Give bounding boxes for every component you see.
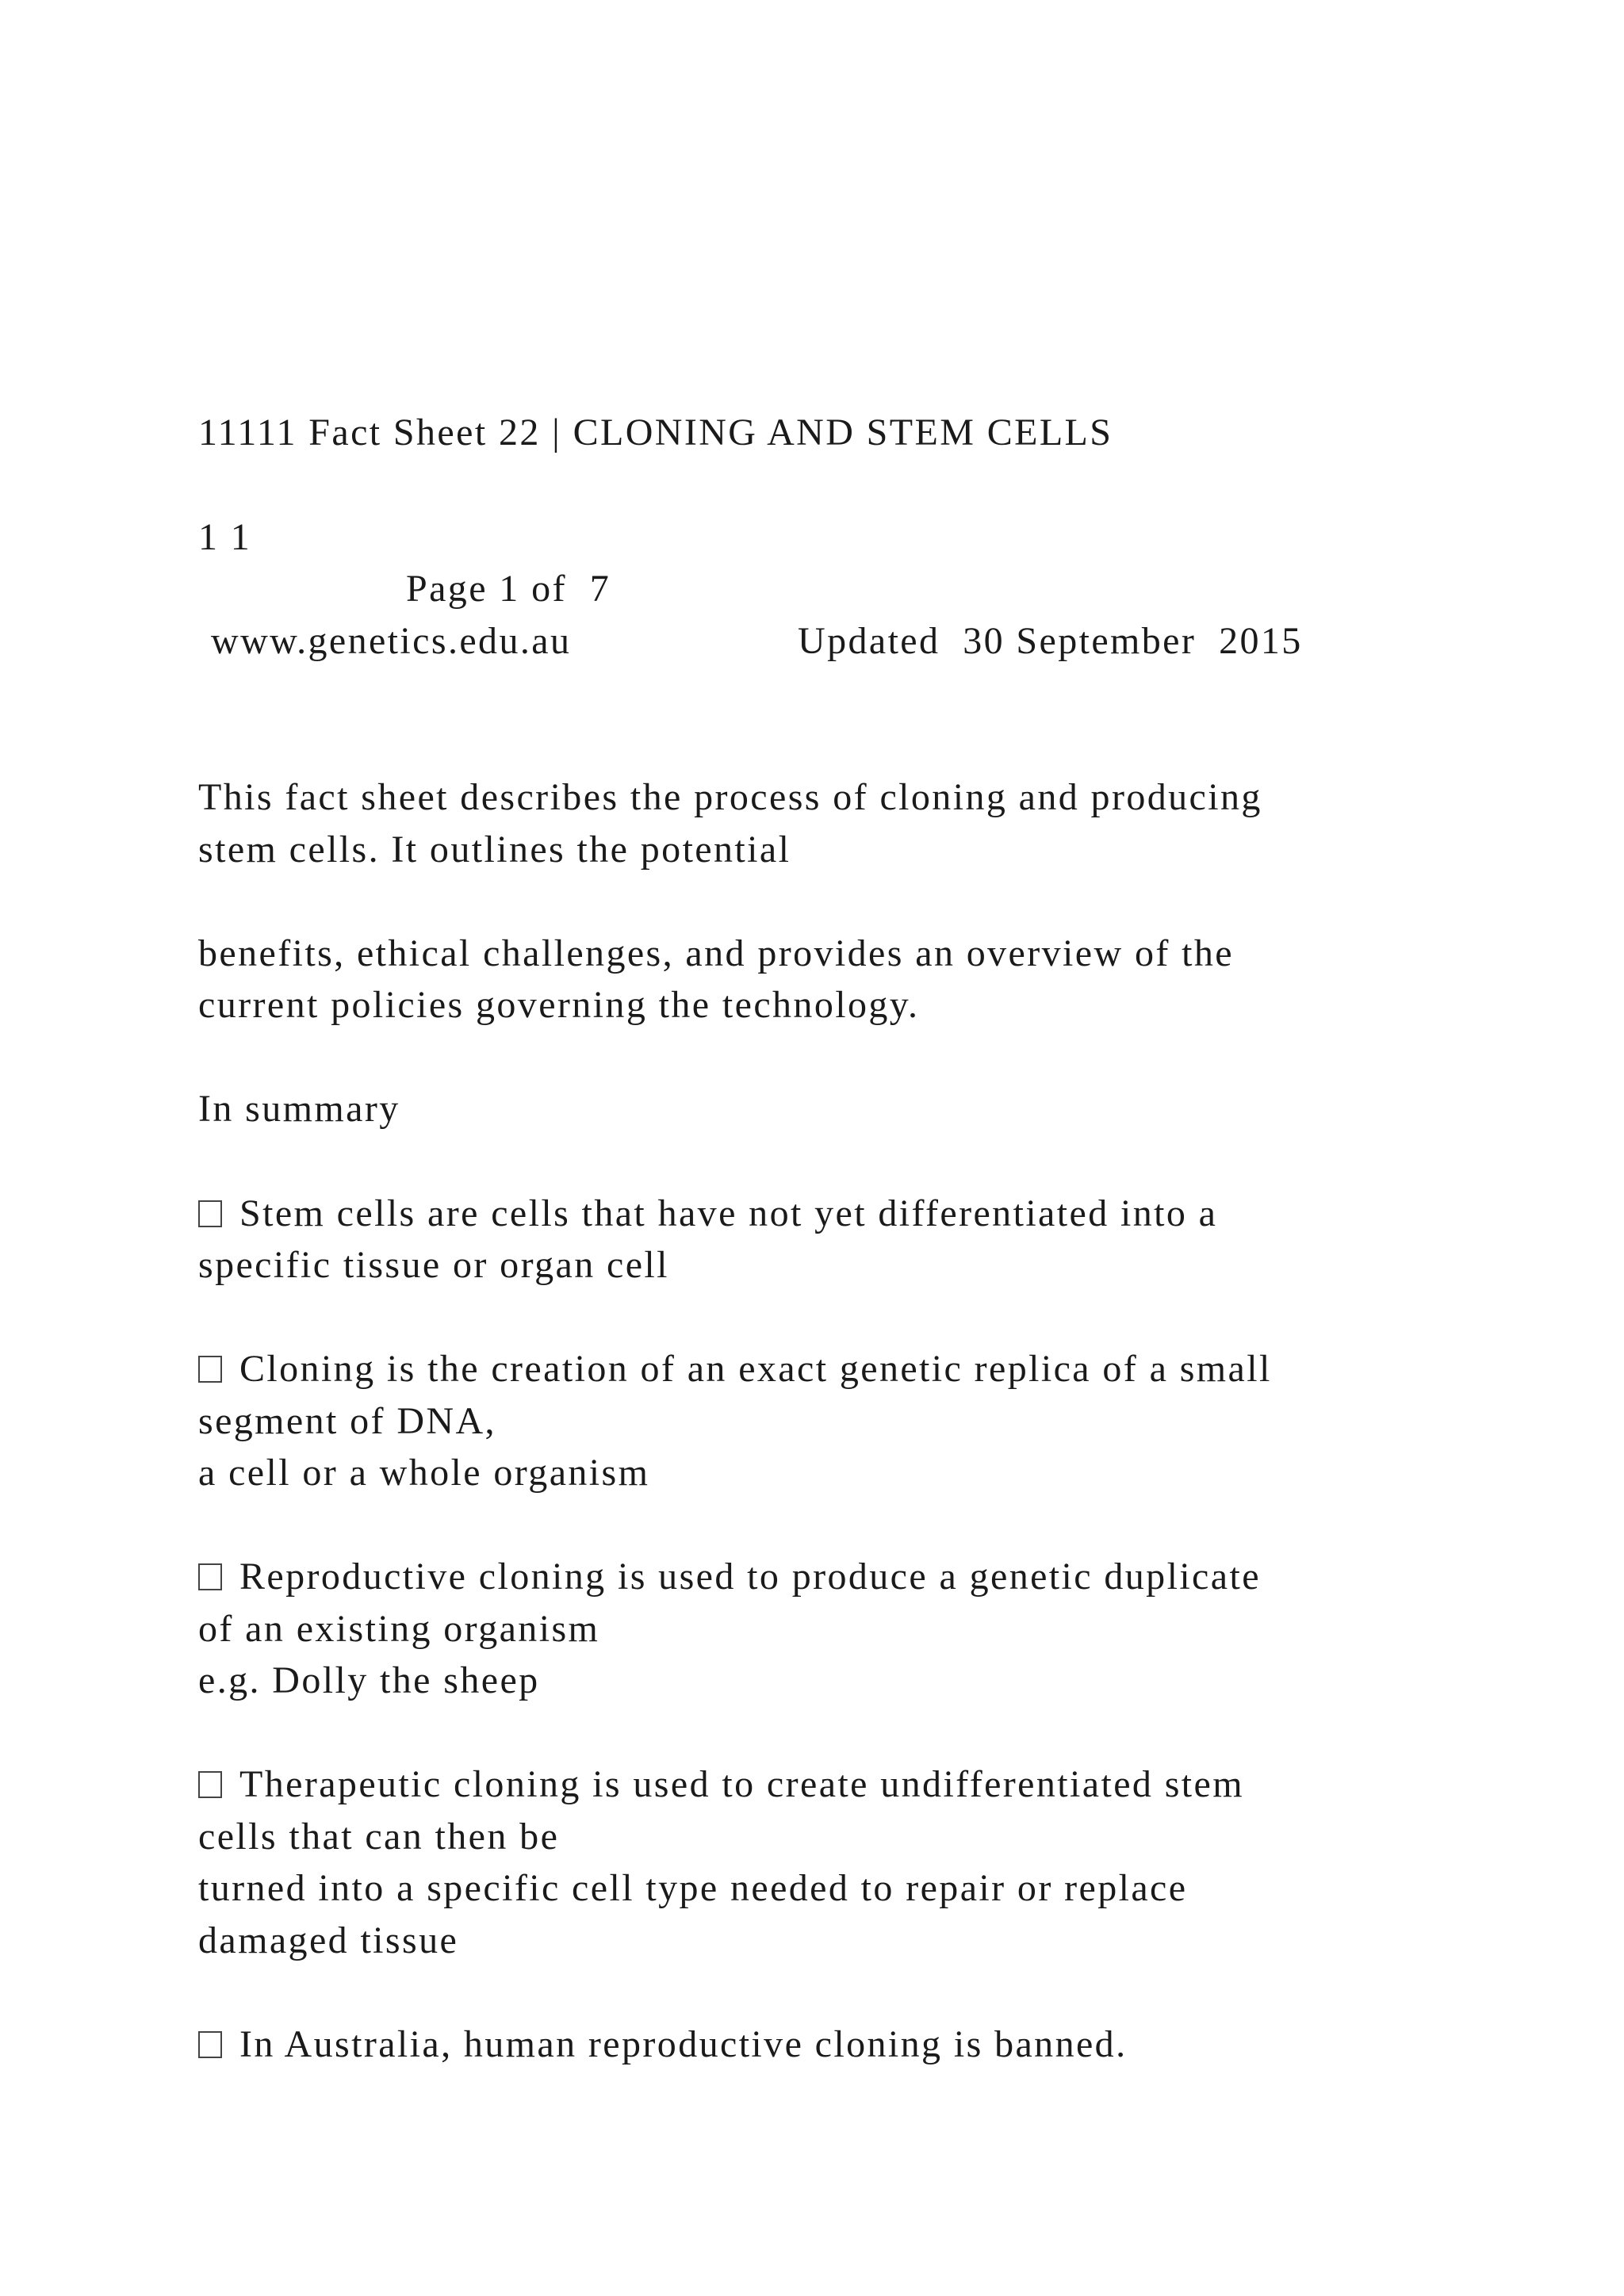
bullet-text: Stem cells are cells that have not yet differentiated into a [239, 1192, 1218, 1234]
intro-line: This fact sheet describes the process of cloning and producing [198, 776, 1262, 818]
bullet-continuation: damaged tissue [198, 1919, 459, 1961]
bullet-continuation: a cell or a whole organism [198, 1452, 650, 1494]
bullet-item [198, 1558, 1261, 1596]
intro-line: current policies governing the technology. [198, 984, 920, 1026]
website-link[interactable]: www.genetics.edu.au [211, 620, 572, 662]
bullet-text: In Australia, human reproductive cloning is banned. [239, 2023, 1128, 2065]
bullet-box-icon [198, 1563, 222, 1590]
bullet-continuation: segment of DNA, [198, 1400, 496, 1442]
page-marker: 1 1 [198, 516, 252, 558]
bullet-box-icon [198, 1356, 222, 1383]
summary-heading: In summary [198, 1088, 400, 1130]
bullet-text: Therapeutic cloning is used to create undifferentiated stem [239, 1763, 1244, 1805]
bullet-continuation: cells that can then be [198, 1816, 560, 1858]
bullet-item [198, 1192, 1218, 1234]
bullet-item [198, 2023, 1128, 2065]
bullet-item [198, 1350, 1272, 1388]
bullet-continuation: e.g. Dolly the sheep [198, 1659, 540, 1701]
intro-line: benefits, ethical challenges, and provides an overview of the [198, 932, 1234, 974]
bullet-text: Reproductive cloning is used to produce a genetic duplicate [239, 1556, 1261, 1598]
page-label: Page 1 of 7 [406, 568, 611, 610]
bullet-box-icon [198, 1771, 222, 1798]
updated-date: Updated 30 September 2015 [798, 620, 1303, 662]
bullet-continuation: turned into a specific cell type needed to repair or replace [198, 1867, 1188, 1909]
bullet-continuation: of an existing organism [198, 1608, 600, 1650]
bullet-item [198, 1763, 1244, 1805]
bullet-continuation: specific tissue or organ cell [198, 1244, 669, 1286]
bullet-text: Cloning is the creation of an exact genetic replica of a small [239, 1348, 1272, 1390]
bullet-box-icon [198, 2031, 222, 2058]
document-title: 11111 Fact Sheet 22 | CLONING AND STEM CELLS [198, 411, 1113, 453]
intro-line: stem cells. It outlines the potential [198, 828, 791, 871]
bullet-box-icon [198, 1200, 222, 1227]
